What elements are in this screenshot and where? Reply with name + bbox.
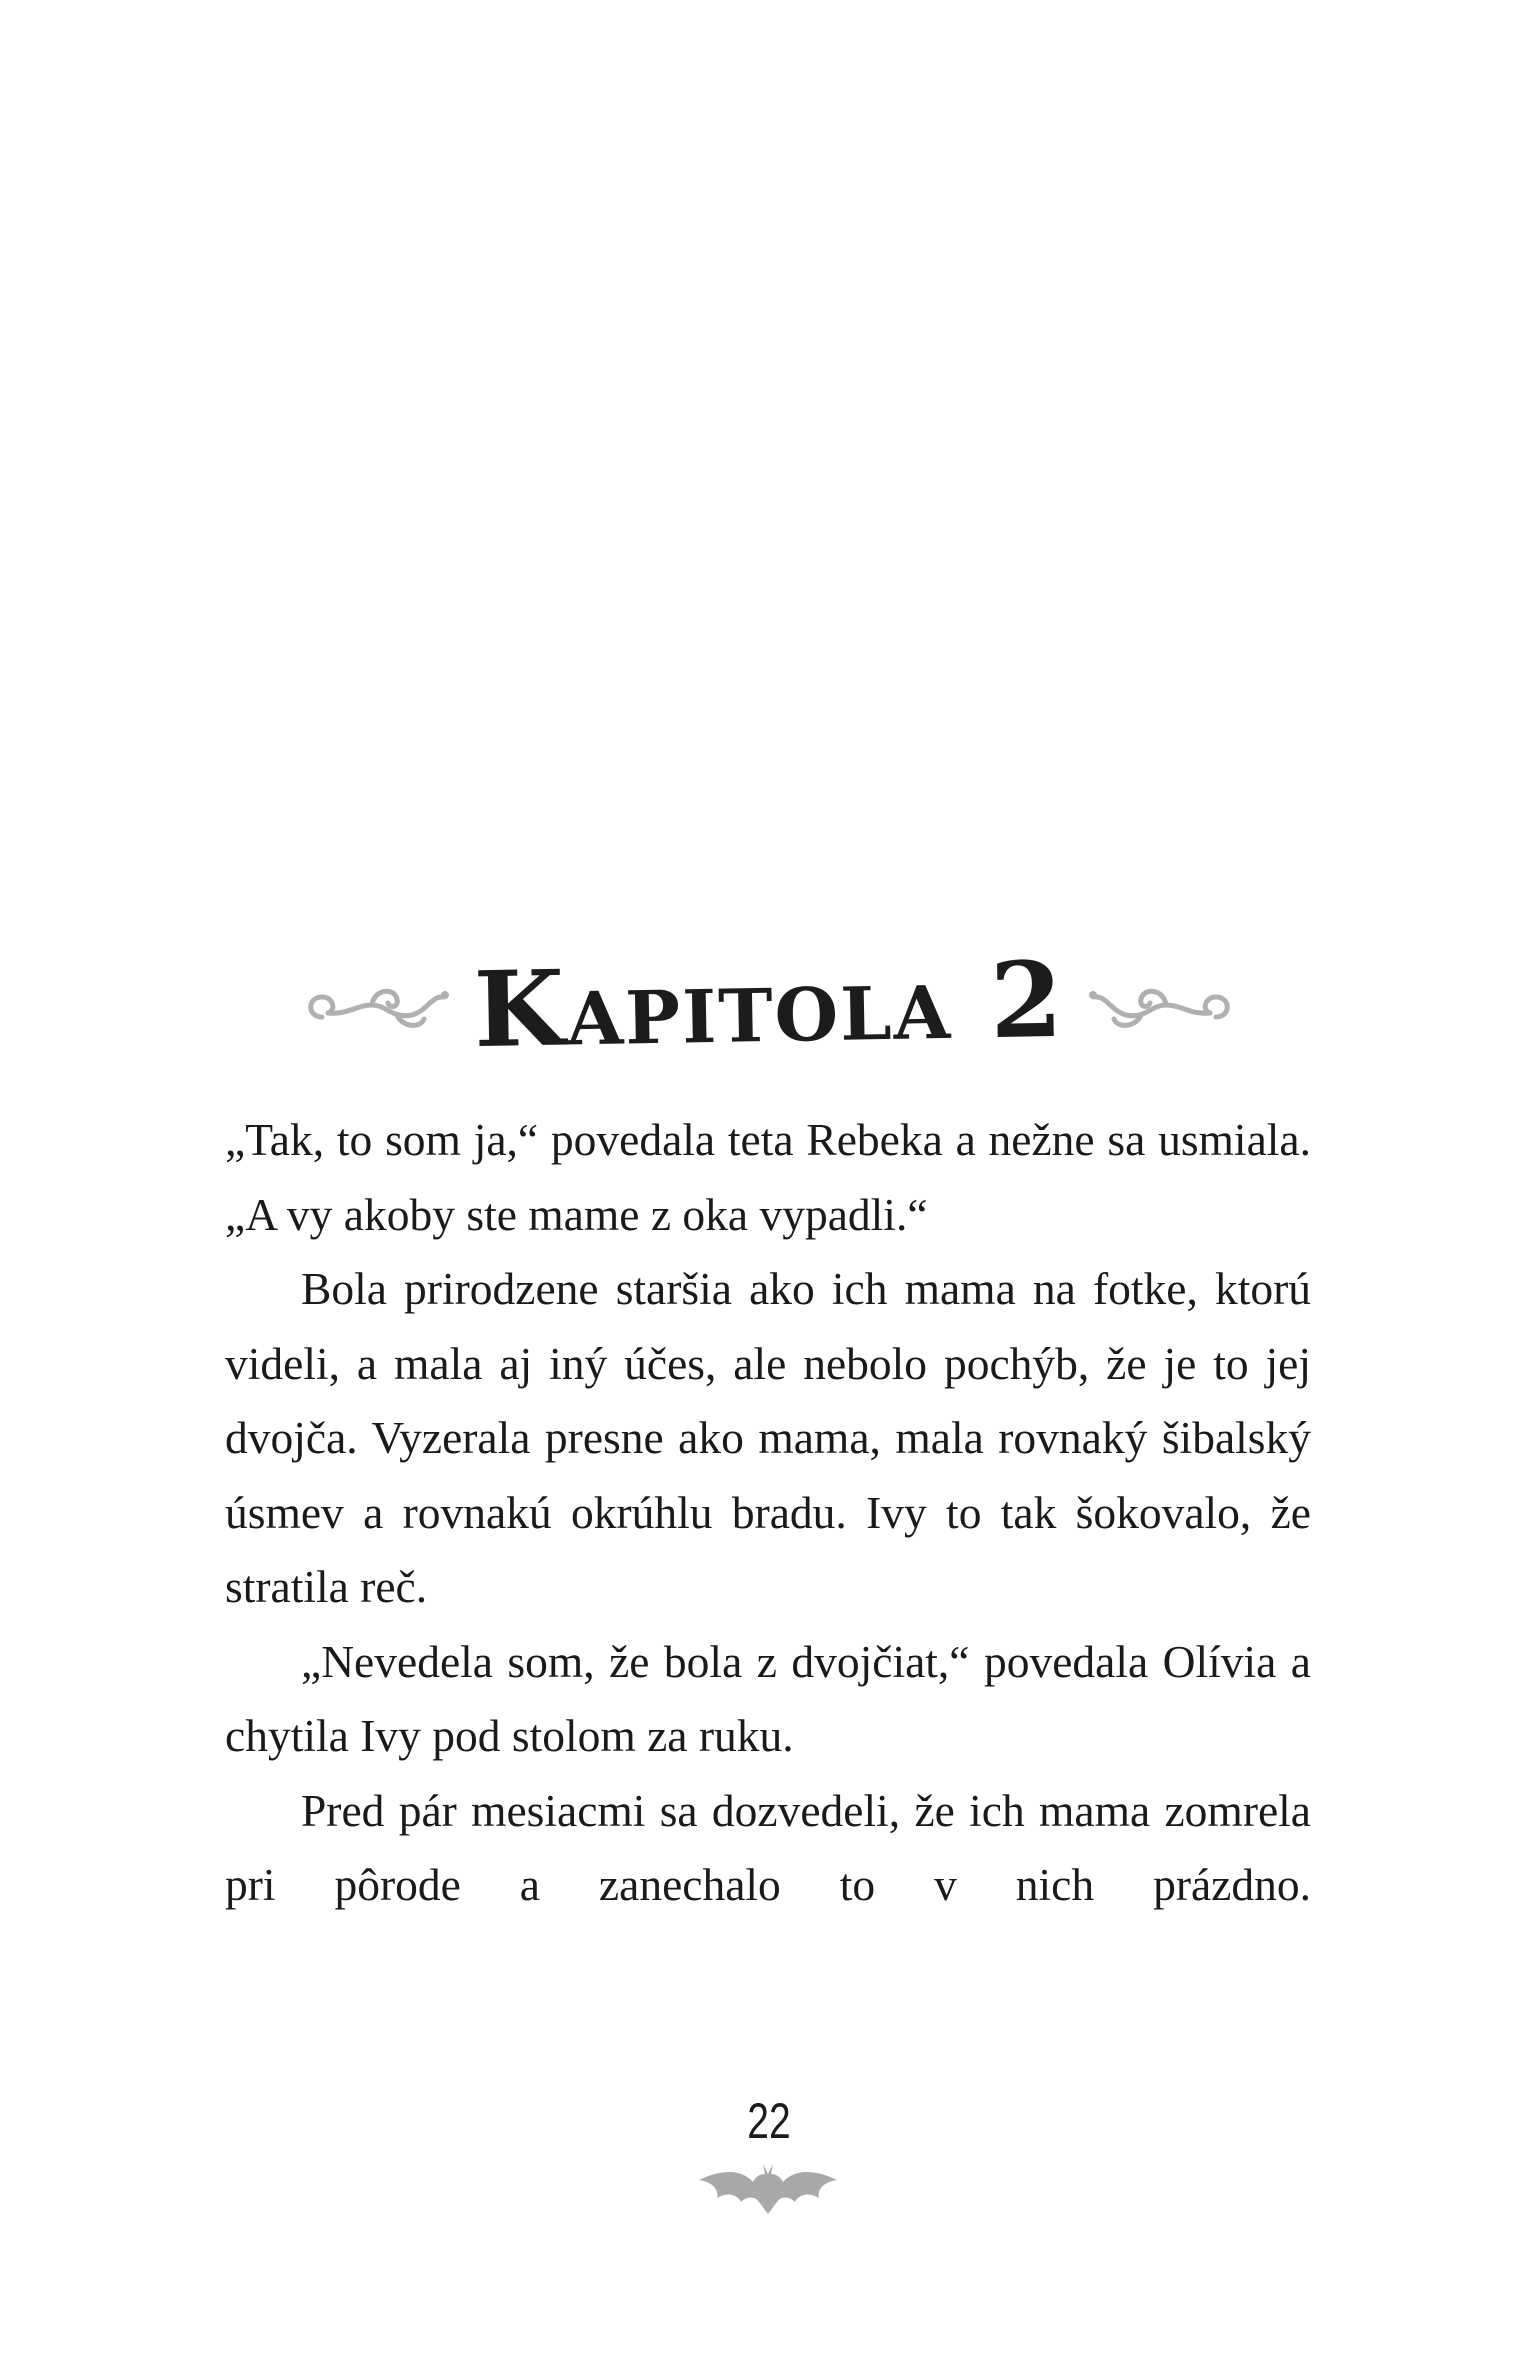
- paragraph: Pred pár mesiacmi sa dozvedeli, že ich mama zomrela pri pôrode a zanechalo to v nich prázdno.: [225, 1784, 1311, 1910]
- chapter-body: [225, 1103, 1311, 1923]
- scroll-flourish-right-icon: [1086, 975, 1236, 1035]
- paragraph: „Nevedela som, že bola z dvojčiat,“ povedala Olívia a chytila Ivy pod stolom za ruku.: [225, 1635, 1311, 1761]
- page-number: 22: [747, 2093, 791, 2149]
- chapter-title: Kapitola 2: [472, 937, 1066, 1072]
- paragraph: Bola prirodzene staršia ako ich mama na fotke, ktorú videli, a mala aj iný účes, ale nebolo pochýb, že je to jej dvojča. Vyzerala presne ako mama, mala rovnaký šibalský úsmev a rovnakú okrúhlu bradu. Ivy to tak šokovalo, že stratila reč.: [225, 1263, 1311, 1612]
- chapter-heading: [0, 935, 1538, 1075]
- bat-icon: [693, 2160, 843, 2216]
- paragraph: „Tak, to som ja,“ povedala teta Rebeka a nežne sa usmiala. „A vy akoby ste mame z oka vypadli.“: [225, 1114, 1311, 1240]
- scroll-flourish-left-icon: [302, 975, 452, 1035]
